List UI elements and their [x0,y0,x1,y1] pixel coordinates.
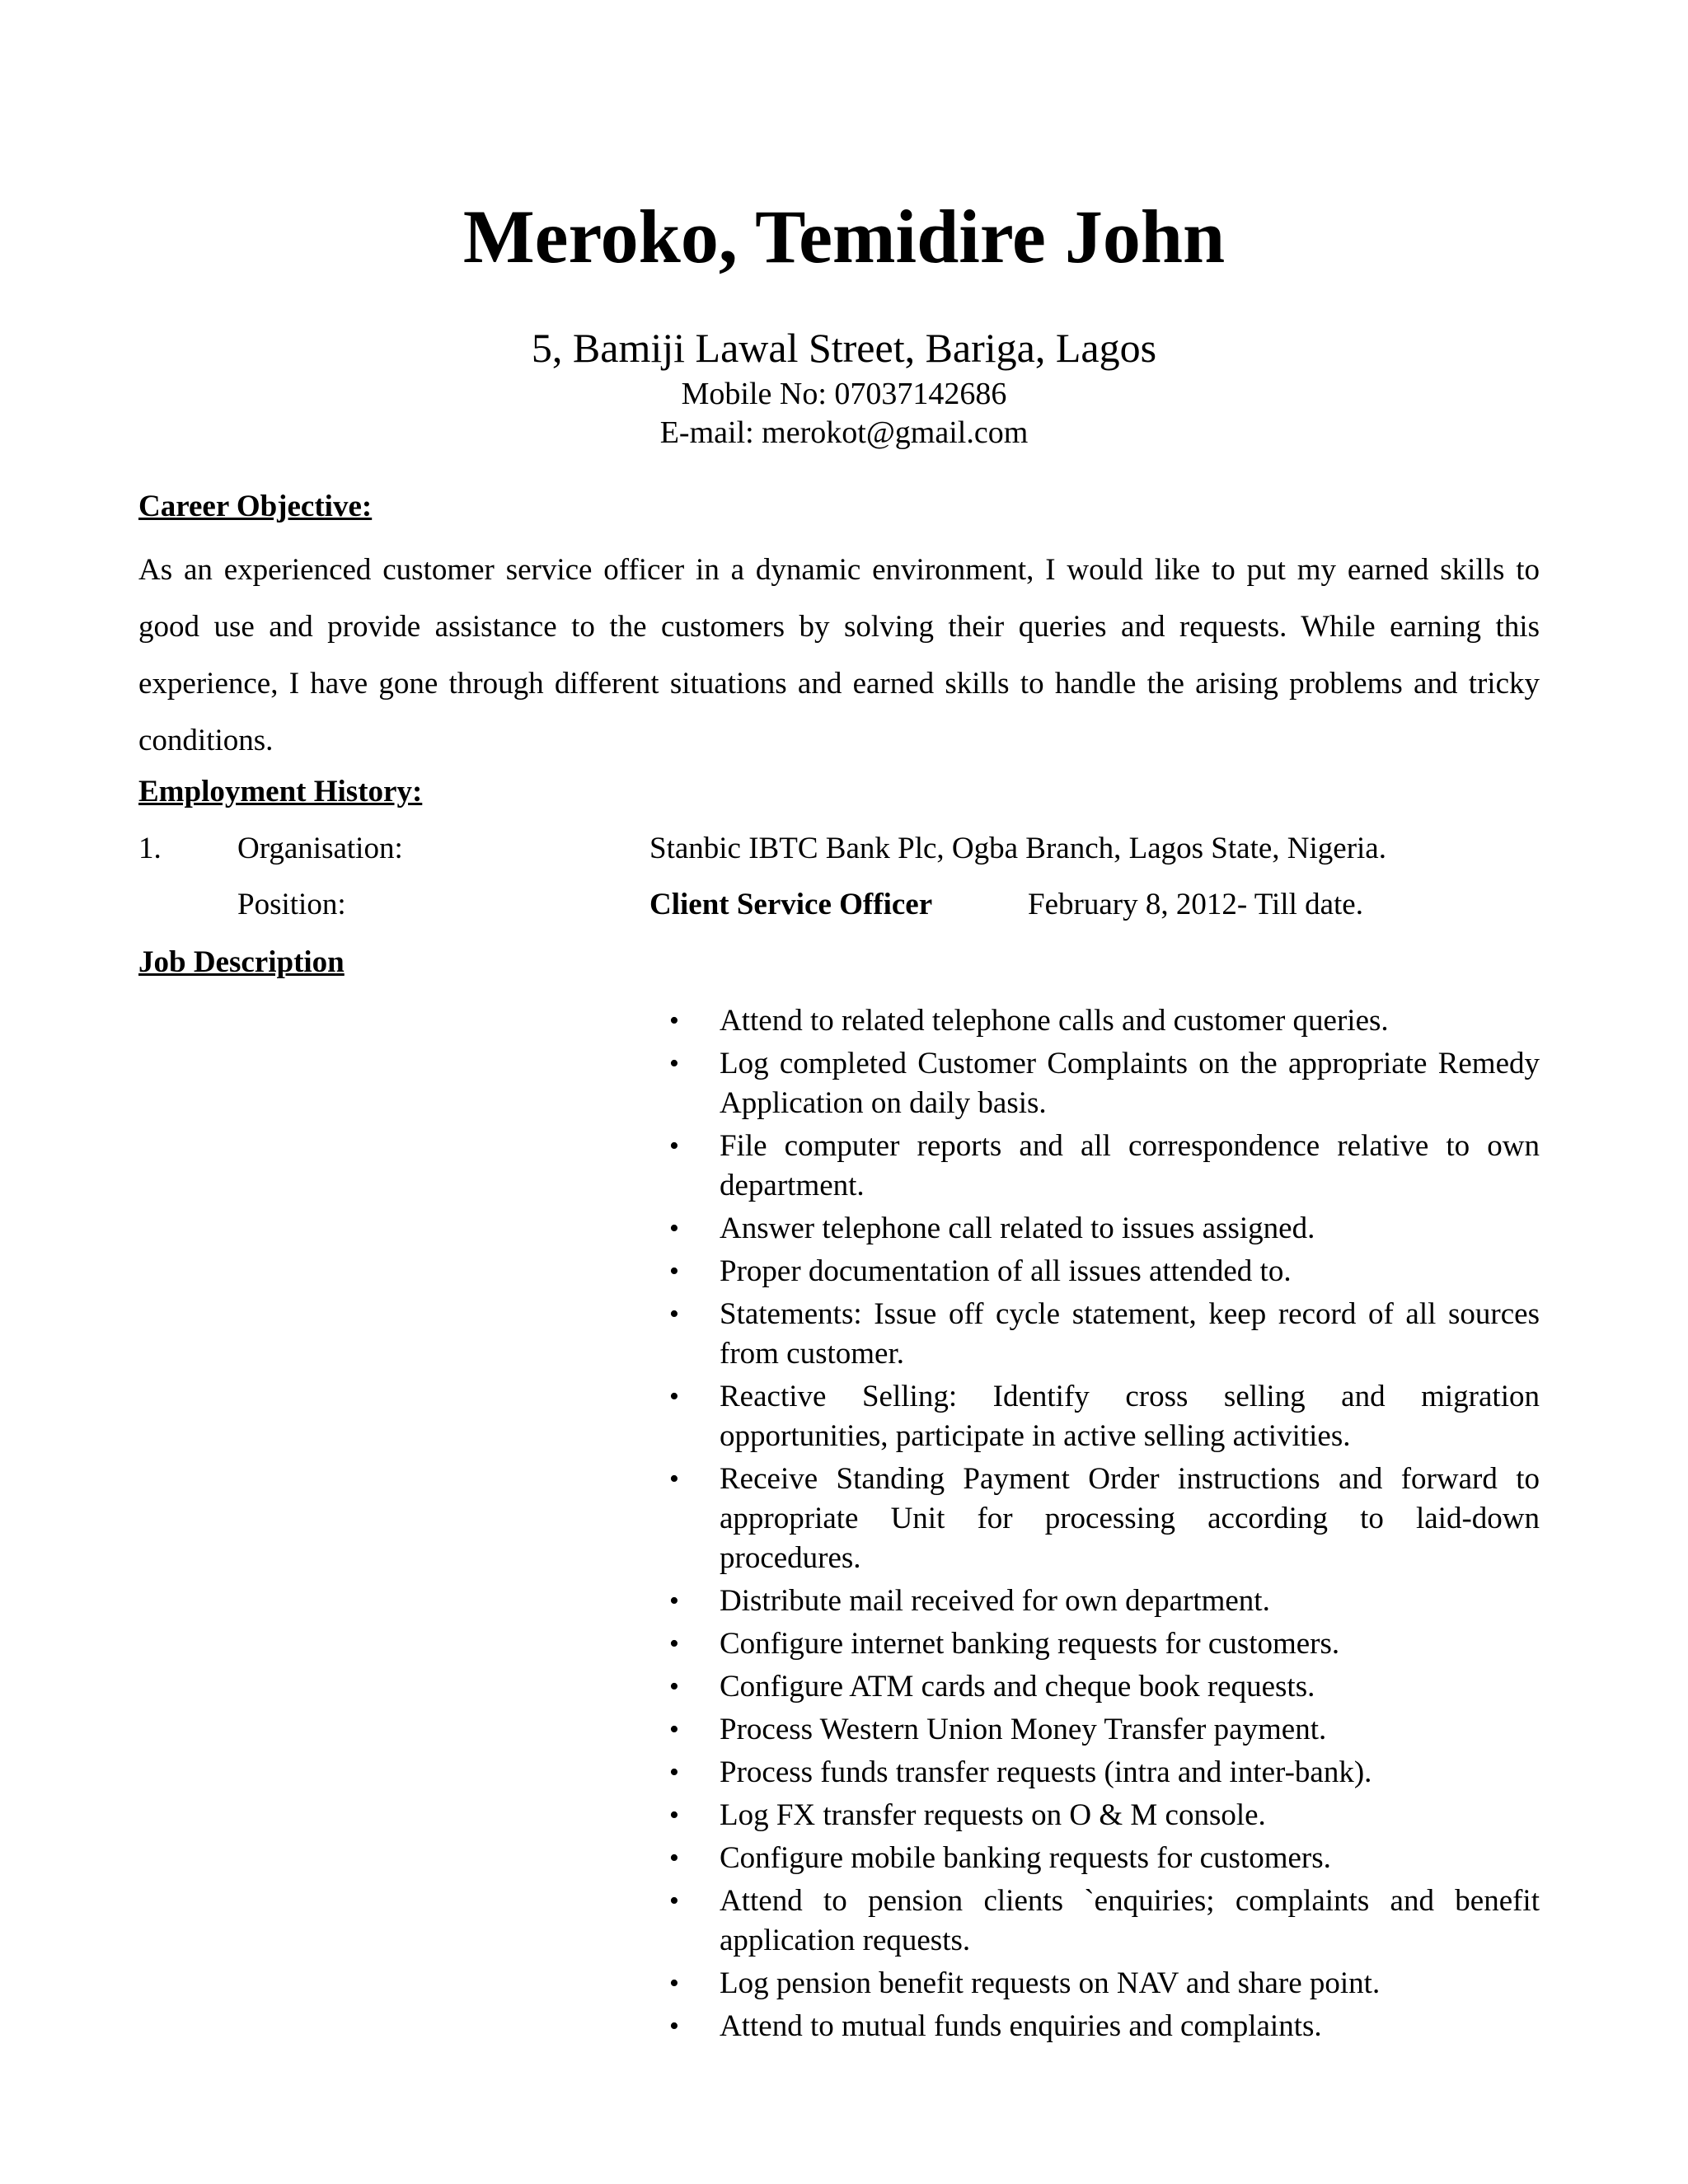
position-label: Position: [237,888,346,921]
job-duty-item [666,1882,1540,1961]
job-duty-item [666,1127,1540,1206]
organisation-label: Organisation: [237,832,403,865]
bullet-icon: • [669,1843,679,1873]
job-duty-text: Proper documentation of all issues attended to. [720,1254,1292,1288]
job-duty-text: Distribute mail received for own department. [720,1584,1270,1618]
job-duty-text: Reactive Selling: Identify cross selling and migration opportunities, participate in active selling activities. [720,1380,1540,1453]
bullet-icon: • [669,2011,679,2041]
job-duty-item [666,1001,1540,1041]
job-duty-text: Log FX transfer requests on O & M console. [720,1798,1266,1832]
bullet-icon: • [669,1629,679,1659]
bullet-icon: • [669,1005,679,1036]
bullet-icon: • [669,1800,679,1830]
job-duty-item [666,2007,1540,2046]
career-objective-heading: Career Objective: [138,490,373,523]
job-duty-item [666,1252,1540,1291]
job-duties-list [666,1001,1540,2050]
job-duty-text: Log pension benefit requests on NAV and share point. [720,1966,1381,2000]
employment-number: 1. [138,832,162,865]
job-duty-item [666,1377,1540,1456]
bullet-icon: • [669,1299,679,1329]
job-duty-text: Process Western Union Money Transfer payment. [720,1713,1327,1746]
bullet-icon: • [669,1586,679,1616]
job-duty-text: Configure ATM cards and cheque book requests. [720,1670,1315,1704]
job-duty-text: File computer reports and all correspondence relative to own department. [720,1129,1540,1202]
job-duty-text: Log completed Customer Complaints on the appropriate Remedy Application on daily basis. [720,1047,1540,1120]
email-address: E-mail: merokot@gmail.com [659,415,1029,450]
job-duty-text: Attend to related telephone calls and customer queries. [720,1004,1389,1038]
job-duty-item [666,1044,1540,1123]
bullet-icon: • [669,1886,679,1916]
job-duty-text: Attend to pension clients `enquiries; complaints and benefit application requests. [720,1884,1540,1957]
job-duty-text: Configure internet banking requests for customers. [720,1627,1340,1661]
bullet-icon: • [669,1757,679,1788]
job-duty-text: Statements: Issue off cycle statement, keep record of all sources from customer. [720,1297,1540,1371]
mobile-number: Mobile No: 07037142686 [681,377,1007,411]
address: 5, Bamiji Lawal Street, Bariga, Lagos [531,325,1157,371]
bullet-icon: • [669,1968,679,1999]
career-objective-text: As an experienced customer service officer in a dynamic environment, I would like to put my earned skills to good use and provide assistance to the customers by solving their queries and requests. While earning this experience, I have gone through different situations and earned skills to handle the arising problems and tricky conditions. [138,553,1540,757]
bullet-icon: • [669,1714,679,1745]
job-duty-item [666,1667,1540,1707]
job-duty-text: Receive Standing Payment Order instructions and forward to appropriate Unit for processing according to laid-down procedures. [720,1462,1540,1575]
job-duty-item [666,1460,1540,1578]
job-duty-text: Process funds transfer requests (intra and inter-bank). [720,1755,1372,1789]
bullet-icon: • [669,1256,679,1286]
job-duty-item [666,1209,1540,1249]
job-duty-item [666,1753,1540,1793]
job-duty-item [666,1964,1540,2004]
position-value: Client Service Officer [649,888,933,921]
job-duty-text: Answer telephone call related to issues assigned. [720,1212,1315,1245]
candidate-name: Meroko, Temidire John [462,194,1226,279]
employment-history-heading: Employment History: [138,775,423,808]
employment-dates: February 8, 2012- Till date. [1028,888,1363,921]
job-duty-text: Configure mobile banking requests for customers. [720,1841,1331,1875]
bullet-icon: • [669,1048,679,1079]
job-duty-item [666,1582,1540,1621]
job-duty-item [666,1624,1540,1664]
bullet-icon: • [669,1131,679,1161]
organisation-value: Stanbic IBTC Bank Plc, Ogba Branch, Lagos State, Nigeria. [649,832,1386,865]
bullet-icon: • [669,1464,679,1494]
job-duty-item [666,1796,1540,1835]
job-duty-item [666,1295,1540,1374]
job-duty-item [666,1710,1540,1750]
bullet-icon: • [669,1213,679,1244]
bullet-icon: • [669,1671,679,1702]
job-duty-text: Attend to mutual funds enquiries and complaints. [720,2009,1322,2043]
job-duty-item [666,1839,1540,1878]
bullet-icon: • [669,1381,679,1412]
job-description-heading: Job Description [138,945,345,979]
